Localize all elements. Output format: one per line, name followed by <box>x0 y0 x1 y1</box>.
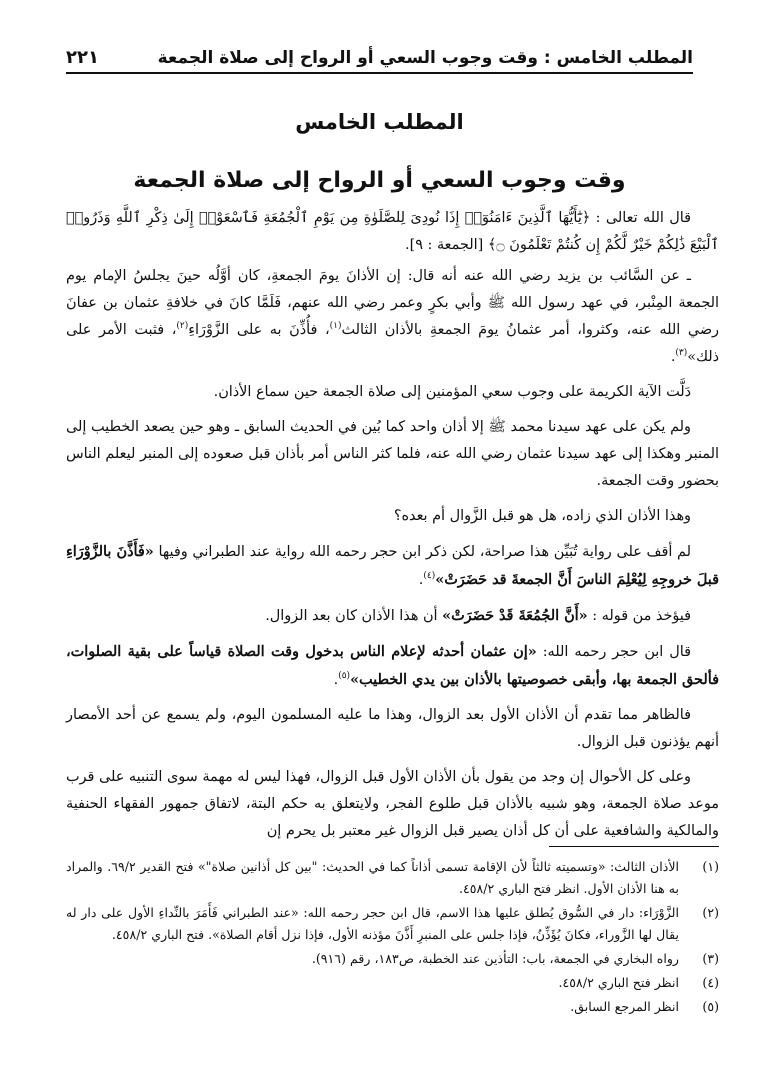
footnote-text: رواه البخاري في الجمعة، باب: التأذين عند الخطبة، ص١٨٣، رقم (٩١٦). <box>311 951 679 966</box>
footnote-item <box>66 948 719 970</box>
section-label: المطلب الخامس <box>295 110 464 134</box>
paragraph-6-end: . <box>418 572 424 588</box>
paragraph-6 <box>66 538 719 594</box>
body-text <box>66 205 719 853</box>
footnote-item <box>66 856 719 900</box>
section-title: وقت وجوب السعي أو الرواح إلى صلاة الجمعة <box>133 168 626 193</box>
hadith-text-end: . <box>670 349 676 365</box>
paragraph-8-quote: «إن عثمان أحدثه لإعلام الناس بدخول وقت الصلاة قياساً على بقية الصلوات، فألحق الجمعة بها، وأبقى خصوصيتها بالأذان بين يدي الخطيب» <box>66 643 719 688</box>
paragraph-verse <box>66 205 719 259</box>
footnote-divider <box>549 846 719 847</box>
paragraph-9: فالظاهر مما تقدم أن الأذان الأول بعد الزوال، وهذا ما عليه المسلمون اليوم، ولم يسمع عن أحد الأمصار أنهم يؤذنون قبل الزوال. <box>66 707 719 750</box>
footnote-item <box>66 972 719 994</box>
running-title: المطلب الخامس : وقت وجوب السعي أو الرواح إلى صلاة الجمعة <box>157 48 693 68</box>
footnote-number: (٤) <box>702 975 719 990</box>
paragraph-7-end: أن هذا الأذان كان بعد الزوال. <box>265 608 443 624</box>
paragraph-8 <box>66 638 719 694</box>
paragraph-8-text: قال ابن حجر رحمه الله: <box>536 644 691 660</box>
paragraph-5: وهذا الأذان الذي زاده، هل هو قبل الزَّوال أم بعده؟ <box>393 508 691 524</box>
footnotes <box>66 856 719 1020</box>
hadith-text-2: ، فأُذِّنَ به على الزَّوْرَاءِ <box>188 322 330 338</box>
footnote-item <box>66 902 719 946</box>
footnote-ref-1[interactable]: (١) <box>329 321 342 332</box>
quran-verse: ﴿يَٰٓأَيُّهَا ٱلَّذِينَ ءَامَنُوٓا۟ إِذَا نُودِىَ لِلصَّلَوٰةِ مِن يَوْمِ ٱلْجُمُعَةِ فَٱسْعَوْا۟ إِلَىٰ ذِكْرِ ٱللَّهِ وَذَرُوا۟ ٱلْبَيْعَ ذَٰلِكُمْ خَيْرٌ لَّكُمْ إِن كُنتُمْ تَعْلَمُونَ ۝﴾ <box>66 210 719 253</box>
footnote-ref-5[interactable]: (٥) <box>338 671 351 682</box>
footnote-number: (٥) <box>702 999 719 1014</box>
hadith-text-3: ، فثبت الأمر على ذلك» <box>66 322 719 365</box>
paragraph-6-quote: «فَأَذَّنَ بالزَّوْرَاءِ قبلَ خروجِهِ لِيُعْلِمَ الناسَ أَنَّ الجمعةَ قد حَضَرَتْ» <box>66 543 719 588</box>
paragraph-hadith <box>66 263 719 371</box>
footnote-number: (١) <box>702 859 719 874</box>
footnote-number: (٣) <box>702 951 719 966</box>
footnote-number: (٢) <box>702 905 719 920</box>
footnote-text: الزَّوْرَاء: دار في السُّوق يُطلق عليها هذا الاسم، قال ابن حجر رحمه الله: «عند الطبراني فَأَمَرَ بالنِّداءِ الأول على دار له يقال لها الزَّوراء، فكانَ يُؤَذِّنُ، فإذا جلس على المنبرِ أَذَّنَ مؤذنه الأول، فإذا نزل أقام الصلاة». فتح الباري ٤٥٨/٢. <box>66 905 679 942</box>
hadith-text: ـ عن السَّائب بن يزيد رضي الله عنه أنه قال: إن الأذانَ يومَ الجمعةِ، كان أوَّلُه حينَ يجلسُ الإمام يوم الجمعة المِنْبر، في عهد رسول الله ﷺ وأبي بكرٍ وعمر رضي الله عنهم، فَلَمَّا كانَ في خلافةِ عثمان بن عفانَ رضي الله عنه، وكثروا، أمر عثمانُ يومَ الجمعةِ بالأذان الثالث <box>66 268 720 338</box>
paragraph-7-text: فيؤخذ من قوله : <box>587 608 691 624</box>
footnote-item <box>66 996 719 1018</box>
page-number: ٢٢١ <box>66 47 99 68</box>
page-header <box>66 38 693 74</box>
paragraph-6-text: لم أقف على رواية تُبَيِّن هذا صراحة، لكن ذكر ابن حجر رحمه الله رواية عند الطبراني وفيها <box>153 544 692 560</box>
footnote-text: انظر المرجع السابق. <box>570 999 679 1014</box>
footnote-text: انظر فتح الباري ٤٥٨/٢. <box>558 975 679 990</box>
verse-reference: [الجمعة : ٩]. <box>405 237 488 253</box>
paragraph-10: وعلى كل الأحوال إن وجد من يقول بأن الأذان الأول قبل الزوال، فهذا ليس له مهمة سوى التنبيه على قرب موعد صلاة الجمعة، وهو شبيه بالأذان قبل طلوع الفجر، ولايتعلق به حكم البتة، لاتفاق جمهور الفقهاء الحنفية والمالكية والشافعية على أن كل أذان يصير قبل الزوال غير معتبر بل يحرم إن <box>66 769 719 839</box>
paragraph-8-end: . <box>333 672 339 688</box>
paragraph-3: دَلَّت الآية الكريمة على وجوب سعي المؤمنين إلى صلاة الجمعة حين سماع الأذان. <box>213 384 691 400</box>
footnote-ref-4[interactable]: (٤) <box>423 571 436 582</box>
footnote-ref-3[interactable]: (٣) <box>675 348 688 359</box>
paragraph-7 <box>66 602 719 630</box>
footnote-ref-2[interactable]: (٢) <box>176 321 189 332</box>
verse-intro: قال الله تعالى : <box>590 210 691 226</box>
paragraph-4: ولم يكن على عهد سيدنا محمد ﷺ إلا أذان واحد كما بُين في الحديث السابق ـ وهو حين يصعد الخطيب إلى المنبر وهكذا إلى عهد سيدنا عثمان رضي الله عنه، فلما كثر الناس أمر بأذان قبل صعوده إلى المنبر ليعلم الناس بحضور وقت الجمعة. <box>66 419 719 489</box>
footnote-text: الأذان الثالث: «وتسميته ثالثاً لأن الإقامة تسمى أذاناً كما في الحديث: "بين كل أذانين صلاة"» فتح القدير ٦٩/٢. والمراد به هنا الأذان الأول. انظر فتح الباري ٤٥٨/٢. <box>66 859 679 896</box>
paragraph-7-quote: «أَنَّ الجُمُعَةَ قَدْ حَضَرَتْ» <box>442 607 588 624</box>
